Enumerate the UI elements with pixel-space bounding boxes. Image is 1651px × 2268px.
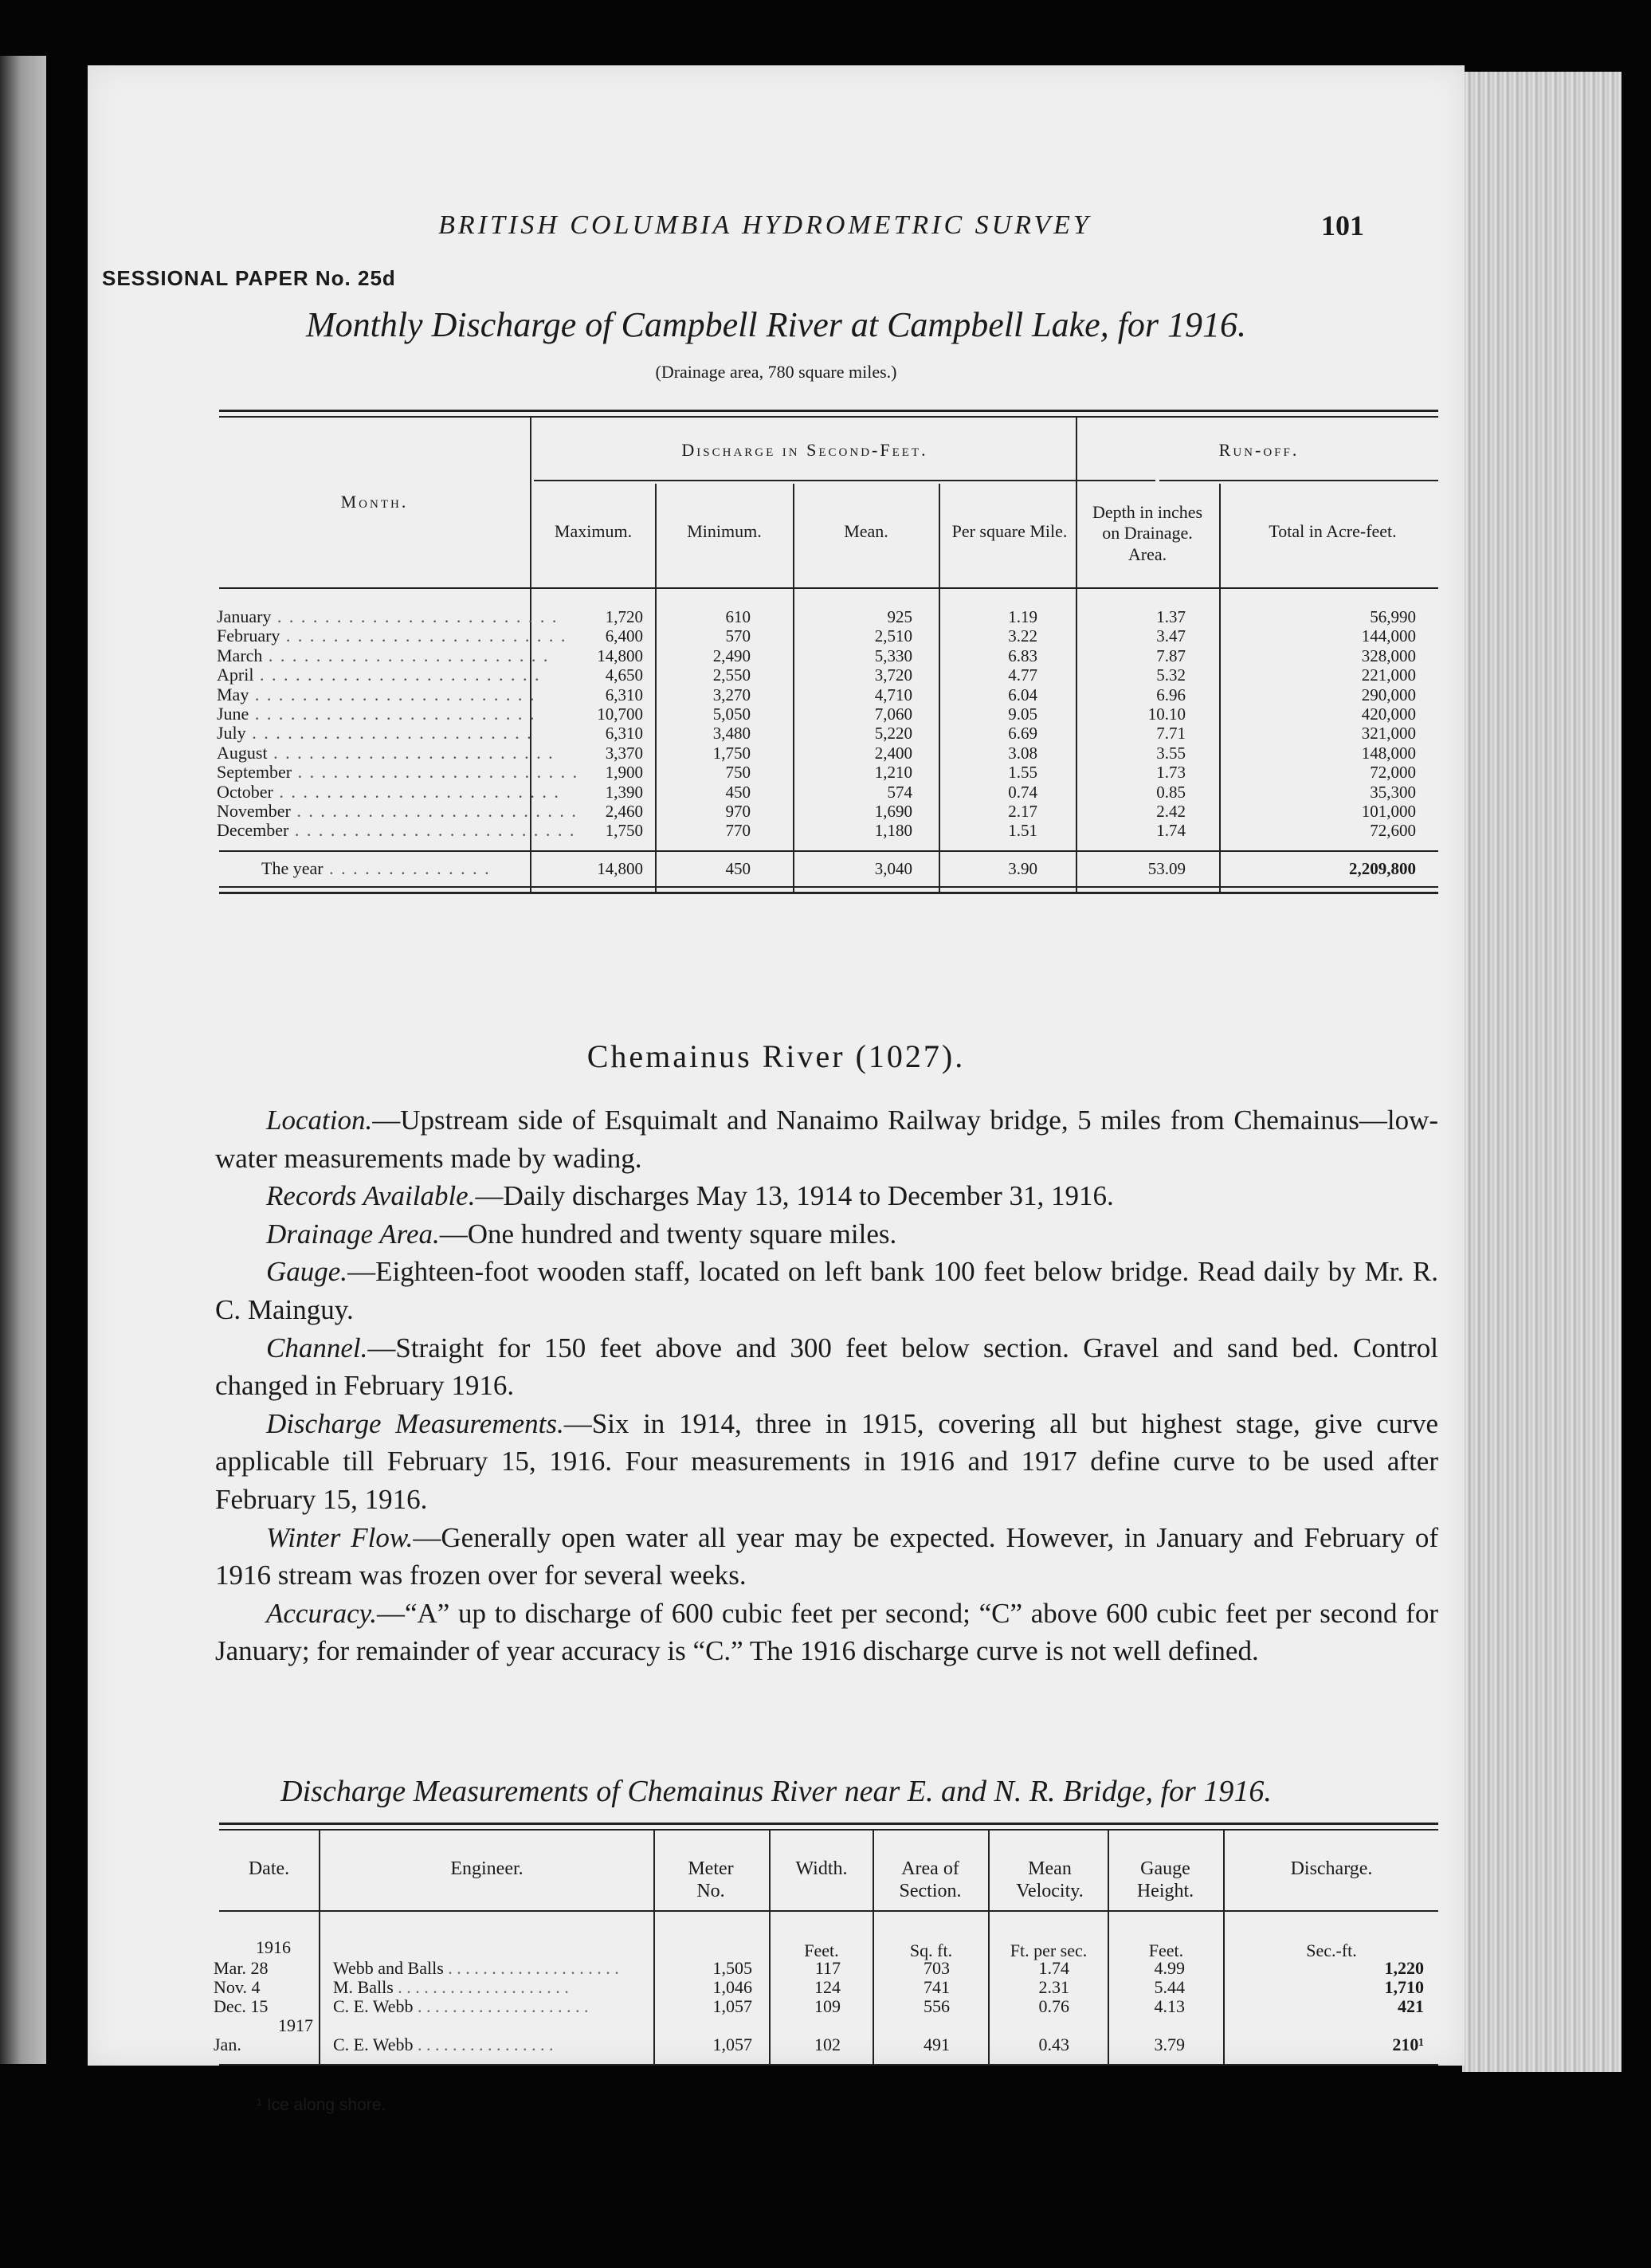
table1-mean-cell: 925 [887,607,912,626]
engineer-name: Webb and Balls [333,1958,444,1978]
table2-unit-area: Sq. ft. [909,1940,953,1960]
leader-dots: . . . . . . . . . . . . . . [323,858,491,878]
table1-max-column [531,607,643,841]
table1-month-cell [217,801,578,822]
table2-unit-gauge: Feet. [1148,1940,1184,1960]
table2-col-engineer: Engineer. [450,1858,524,1879]
table1-depth-cell: 7.87 [1156,645,1186,665]
table1-min-cell: 2,490 [712,645,751,665]
month-label: November [217,801,291,822]
paragraph-text: —Upstream side of Esquimalt and Nanaimo Railway bridge, 5 miles from Chemainus—low-water measurements made by wading. [215,1105,1438,1174]
table2-discharge: 421 [1398,1996,1424,2016]
table1-group-rule-discharge [534,480,1155,481]
table1-max-cell: 1,750 [605,821,643,841]
table1-top-rule-2 [219,416,1438,418]
table1-max-cell: 6,310 [605,724,643,744]
table1-total-cell: 148,000 [1361,743,1416,763]
table1-group-header-runoff: Run-off. [1218,440,1300,460]
table1-group-header-discharge: Discharge in Second-Feet. [681,440,928,460]
table1-col-month: Month. [340,492,409,512]
leader-dots: . . . . . . . . . . . . . . . . . . . . . . . . [290,801,578,822]
table1-min-cell: 610 [725,607,751,626]
table2-top-rule [219,1823,1438,1825]
table2-col-area: Area of Section. [899,1858,962,1901]
table1-mean-cell: 4,710 [874,685,912,704]
sessional-paper-label: SESSIONAL PAPER No. 25d [102,266,396,290]
section-paragraph [215,1519,1438,1595]
table1-month-cell [217,820,576,841]
table1-year-row [88,859,1465,883]
month-label: December [217,820,289,841]
table2-area: 741 [924,1977,950,1997]
table2-area: 491 [924,2035,950,2054]
table2-col-meter: Meter No. [688,1858,734,1901]
table1-total-cell: 56,990 [1370,607,1416,626]
paragraph-text: —Straight for 150 feet above and 300 feet below section. Gravel and sand bed. Control changed in February 1916. [215,1332,1438,1402]
paragraph-label: Location. [266,1105,373,1136]
table2-gauge: 5.44 [1154,1977,1185,1997]
table2-body [88,1959,1465,2016]
table2-meter: 1,505 [712,1958,752,1978]
table1-year-persq: 3.90 [1008,859,1037,878]
table1-persq-cell: 6.69 [1008,724,1037,744]
table1-mean-cell: 1,180 [874,821,912,841]
table2-row [88,1959,1465,1978]
table2-col-date: Date. [248,1858,290,1879]
leader-dots: . . . . . . . . . . . . . . . . . . . . . . . . [249,704,536,724]
table1-mean-cell: 574 [887,782,912,802]
table2-gauge: 4.99 [1154,1958,1185,1978]
paragraph-text: —“A” up to discharge of 600 cubic feet per second; “C” above 600 cubic feet per second for January; for remainder of year accuracy is “C.” The 1916 discharge curve is not well defined. [215,1597,1438,1667]
leader-dots: . . . . . . . . . . . . . . . . . . . . [443,1958,619,1978]
table1-persq-cell: 3.22 [1008,626,1037,646]
leader-dots: . . . . . . . . . . . . . . . . . . . . . . . . [292,762,579,783]
table2-row [88,1978,1465,1997]
table1-max-cell: 1,390 [605,782,643,802]
leader-dots: . . . . . . . . . . . . . . . . . . . . [393,1977,569,1997]
table2-gauge: 4.13 [1154,1996,1185,2016]
month-label: July [217,723,246,744]
table2-velocity: 0.43 [1038,2035,1069,2054]
table1-depth-cell: 10.10 [1147,704,1186,724]
table1-mean-cell: 5,220 [874,724,912,744]
table2-year-1917: 1917 [278,2015,313,2035]
table2-meter: 1,057 [712,2035,752,2054]
table1-subtitle: (Drainage area, 780 square miles.) [655,362,897,382]
table1-persq-cell: 9.05 [1008,704,1037,724]
table1-persq-cell: 3.08 [1008,743,1037,763]
table1-month-cell [217,665,541,685]
table2-col-velocity: Mean Velocity. [1016,1858,1084,1901]
table2-date: Nov. 4 [214,1977,261,1997]
table2-date: Mar. 28 [214,1958,269,1978]
table1-total-cell: 221,000 [1361,665,1416,685]
table2-area: 556 [924,1996,950,2016]
table1-mean-cell: 7,060 [874,704,912,724]
leader-dots: . . . . . . . . . . . . . . . . . . . . . . . . [288,820,576,841]
table1-max-cell: 6,400 [605,626,643,646]
paragraph-label: Discharge Measurements. [266,1407,564,1439]
table1-max-cell: 3,370 [605,743,643,763]
table2-row [88,1997,1465,2016]
section-title: Chemainus River (1027). [586,1038,966,1074]
table2-width: 117 [814,1958,841,1978]
leader-dots: . . . . . . . . . . . . . . . . . . . . . . . . [280,626,567,646]
table2-gauge: 3.79 [1154,2035,1185,2054]
table1-min-cell: 2,550 [712,665,751,685]
table1-year-label: The year . . . . . . . . . . . . . . [261,858,491,878]
table1-month-cell [217,723,533,744]
table1-max-cell: 2,460 [605,801,643,821]
month-label: April [217,665,254,685]
table1-max-cell: 1,900 [605,763,643,783]
table2-width: 109 [814,1996,841,2016]
table1-depth-cell: 1.74 [1156,821,1186,841]
table1-mean-cell: 1,210 [874,763,912,783]
table1-year-depth: 53.09 [1147,859,1186,878]
table1-min-cell: 3,270 [712,685,751,704]
table1-total-cell: 321,000 [1361,724,1416,744]
table1-depth-cell: 5.32 [1156,665,1186,685]
table1-total-cell: 144,000 [1361,626,1416,646]
table1-persq-cell: 1.51 [1008,821,1037,841]
table1-mean-column [794,607,912,841]
table1-max-cell: 1,720 [605,607,643,626]
month-label: May [217,684,249,704]
table1-month-cell [217,606,559,626]
table1-depth-cell: 1.73 [1156,763,1186,783]
month-label: February [217,626,280,646]
leader-dots: . . . . . . . . . . . . . . . . . . . . . . . . [273,781,560,802]
paragraph-label: Winter Flow. [266,1521,414,1553]
paragraph-label: Records Available. [266,1180,476,1212]
table1-depth-cell: 3.47 [1156,626,1186,646]
table1-month-cell [217,684,536,704]
table1-max-cell: 4,650 [605,665,643,685]
leader-dots: . . . . . . . . . . . . . . . . . . . . . . . . [253,665,541,685]
table1-persq-cell: 1.19 [1008,607,1037,626]
section-paragraph [215,1595,1438,1670]
leader-dots: . . . . . . . . . . . . . . . . [413,2035,554,2054]
book-page-edges [1462,72,1622,2072]
engineer-name: M. Balls [333,1977,394,1997]
table1-max-cell: 6,310 [605,685,643,704]
table2-unit-discharge: Sec.-ft. [1306,1940,1357,1960]
paragraph-label: Drainage Area. [266,1218,440,1250]
table2-vline [653,1829,655,2064]
table1-bottom-rule [219,886,1438,888]
table1-total-cell: 420,000 [1361,704,1416,724]
table1-col-total: Total in Acre-feet. [1269,521,1397,541]
table2-col-width: Width. [795,1858,848,1879]
table2-year-1916: 1916 [256,1937,291,1957]
running-head: BRITISH COLUMBIA HYDROMETRIC SURVEY [438,210,1092,240]
table1-depth-cell: 0.85 [1156,782,1186,802]
table2-discharge: 1,220 [1384,1958,1424,1978]
table1-year-mean: 3,040 [874,859,912,878]
engineer-name: C. E. Webb [333,1996,414,2016]
table1-max-cell: 14,800 [597,645,643,665]
month-label: January [217,606,272,626]
table1-persq-cell: 0.74 [1008,782,1037,802]
table1-month-cell [217,704,536,724]
table1-min-cell: 750 [725,763,751,783]
table1-year-max: 14,800 [597,859,643,878]
table1-min-cell: 5,050 [712,704,751,724]
table1-body [88,607,1465,846]
table2-col-discharge: Discharge. [1290,1858,1373,1879]
table1-col-persq: Per square Mile. [951,521,1068,541]
table1-min-cell: 970 [725,801,751,821]
table1-persq-cell: 1.55 [1008,763,1037,783]
section-paragraph [215,1253,1438,1328]
table2-velocity: 2.31 [1038,1977,1069,1997]
table2-bottom-rule [219,2064,1438,2066]
table1-mean-cell: 5,330 [874,645,912,665]
table2-title: Discharge Measurements of Chemainus River near E. and N. R. Bridge, for 1916. [280,1775,1272,1808]
table1-mean-cell: 2,510 [874,626,912,646]
table1-min-cell: 570 [725,626,751,646]
table2-meter: 1,057 [712,1996,752,2016]
table1-year-min: 450 [725,859,751,878]
table2-velocity: 0.76 [1038,1996,1069,2016]
table1-persq-cell: 6.04 [1008,685,1037,704]
table1-persq-cell: 2.17 [1008,801,1037,821]
paragraph-text: —Six in 1914, three in 1915, covering all but highest stage, give curve applicable till February 15, 1916. Four measurements in 1916 and 1917 define curve to be used after February 15, 1916. [215,1407,1438,1515]
table2-meter: 1,046 [712,1977,752,1997]
table1-total-column [1221,607,1416,841]
table2-footnote: ¹ Ice along shore. [257,2096,386,2114]
table1-year-total: 2,209,800 [1349,859,1416,878]
month-label: September [217,762,292,783]
table2-engineer [333,1978,652,1997]
table2-date: Jan. [214,2035,241,2054]
table1-month-cell [217,626,567,646]
table1-depth-column [1080,607,1186,841]
section-paragraph [215,1177,1438,1215]
table1-month-cell [217,645,550,665]
table1-col-min: Minimum. [687,521,762,541]
table1-group-rule-runoff [1159,480,1438,481]
table1-month-cell [217,742,555,763]
leader-dots: . . . . . . . . . . . . . . . . . . . . . . . . [245,723,533,744]
table1-mean-cell: 3,720 [874,665,912,685]
table1-persq-cell: 4.77 [1008,665,1037,685]
table1-depth-cell: 3.55 [1156,743,1186,763]
leader-dots: . . . . . . . . . . . . . . . . . . . . . . . . [249,684,536,704]
table1-min-cell: 450 [725,782,751,802]
table1-month-cell [217,762,579,783]
section-paragraph [215,1215,1438,1254]
table1-min-cell: 3,480 [712,724,751,744]
table1-total-cell: 290,000 [1361,685,1416,704]
table1-max-cell: 10,700 [597,704,643,724]
scanned-page [88,65,1465,2114]
table2-width: 124 [814,1977,841,1997]
table2-velocity: 1.74 [1038,1958,1069,1978]
table1-bottom-rule-2 [219,892,1438,894]
table1-header-rule [219,587,1438,589]
table1-depth-cell: 7.71 [1156,724,1186,744]
table2-engineer: C. E. Webb . . . . . . . . . . . . . . . . [333,2035,554,2054]
table1-total-cell: 101,000 [1361,801,1416,821]
table2-engineer [333,1959,652,1978]
table1-depth-cell: 2.42 [1156,801,1186,821]
section-paragraph [215,1329,1438,1405]
table2-col-gauge: Gauge Height. [1136,1858,1194,1901]
book-left-edge [0,56,46,2064]
table2-discharge: 1,710 [1384,1977,1424,1997]
table2-area: 703 [924,1958,950,1978]
section-body [215,1101,1438,1670]
table2-top-rule-2 [219,1829,1438,1830]
table2-date: Dec. 15 [214,1996,269,2016]
paragraph-text: —Eighteen-foot wooden staff, located on left bank 100 feet below bridge. Read daily by Mr. R. C. Mainguy. [215,1256,1438,1325]
table1-persq-column [940,607,1037,841]
table1-month-cell [217,781,560,802]
table1-total-cell: 328,000 [1361,645,1416,665]
month-label: March [217,645,263,665]
table1-depth-cell: 6.96 [1156,685,1186,704]
leader-dots: . . . . . . . . . . . . . . . . . . . . [413,1996,589,2016]
table1-mean-cell: 1,690 [874,801,912,821]
table2-width: 102 [814,2035,841,2054]
table1-top-rule [219,410,1438,412]
section-paragraph [215,1101,1438,1177]
paragraph-label: Channel. [266,1332,368,1364]
table2-unit-width: Feet. [804,1940,839,1960]
table1-total-cell: 35,300 [1370,782,1416,802]
table1-min-cell: 1,750 [712,743,751,763]
table1-total-cell: 72,600 [1370,821,1416,841]
table1-persq-cell: 6.83 [1008,645,1037,665]
leader-dots: . . . . . . . . . . . . . . . . . . . . . . . . [267,742,555,763]
table2-discharge: 210¹ [1392,2035,1424,2054]
table2-unit-velocity: Ft. per sec. [1010,1940,1088,1960]
table1-depth-cell: 1.37 [1156,607,1186,626]
table2-engineer [333,1997,652,2016]
leader-dots: . . . . . . . . . . . . . . . . . . . . . . . . [262,645,550,665]
leader-dots: . . . . . . . . . . . . . . . . . . . . . . . . [271,606,559,626]
month-label: October [217,781,273,802]
month-label: June [217,704,249,724]
table1-title: Monthly Discharge of Campbell River at Campbell Lake, for 1916. [305,305,1247,344]
paragraph-label: Accuracy. [266,1597,377,1629]
table1-col-mean: Mean. [844,521,888,541]
section-paragraph [215,1405,1438,1519]
table1-col-max: Maximum. [554,521,633,541]
table1-total-cell: 72,000 [1370,763,1416,783]
month-label: August [217,742,268,763]
paragraph-text: —Daily discharges May 13, 1914 to December 31, 1916. [475,1180,1114,1212]
table1-min-column [657,607,751,841]
paragraph-text: —One hundred and twenty square miles. [439,1218,897,1250]
table1-col-depth: Depth in inches on Drainage. Area. [1092,502,1203,564]
table1-mean-cell: 2,400 [874,743,912,763]
table2-header-rule [219,1910,1438,1912]
table1-year-rule [219,850,1438,852]
paragraph-label: Gauge. [266,1256,348,1288]
page-number: 101 [1321,210,1364,241]
paragraph-text: —Generally open water all year may be expected. However, in January and February of 1916 stream was frozen over for several weeks. [215,1521,1438,1591]
table1-min-cell: 770 [725,821,751,841]
table1-month-column [217,606,579,841]
table2-row-1917 [88,2035,1465,2056]
